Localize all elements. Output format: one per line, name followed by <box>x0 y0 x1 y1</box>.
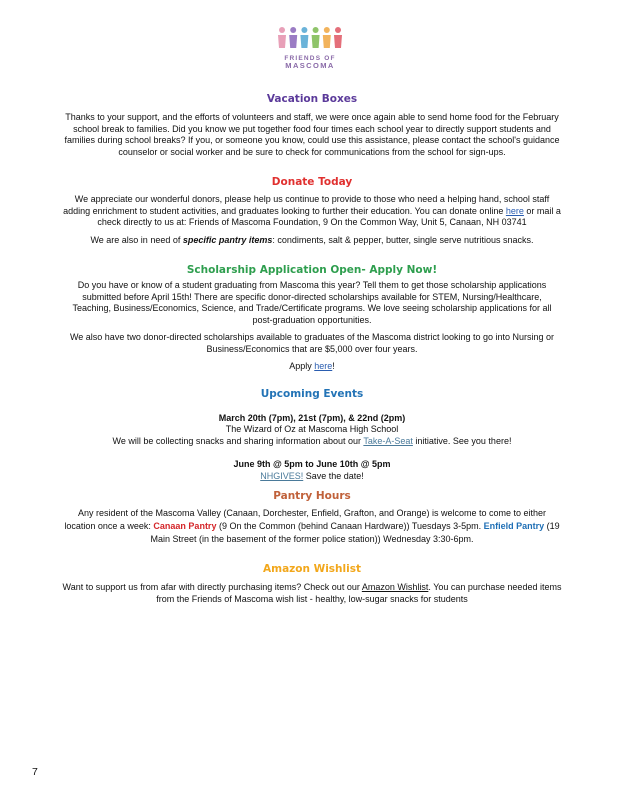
figure-body <box>278 35 286 48</box>
nhgives-link[interactable]: NHGIVES! <box>260 470 304 481</box>
figure-head <box>290 27 296 33</box>
figure-head <box>301 27 307 33</box>
pantry-needs-b: : condiments, salt & pepper, butter, single serve nutritious snacks. <box>272 234 534 245</box>
pantry-a: Any resident of the Mascoma Valley (Canaan, Dorchester, Enfield, Grafton, and Orange) is welcome to come to either location once a week: <box>64 508 547 531</box>
figure-head <box>313 27 319 33</box>
donate-section <box>62 175 562 246</box>
donate-body-b: or mail a check directly to us at: Friends of Mascoma Foundation, 9 On the Common Way, Unit 5, Canaan, NH 03741 <box>97 205 561 227</box>
amazon-body <box>62 582 562 605</box>
people-figures-icon <box>275 26 345 50</box>
canaan-pantry: Canaan Pantry <box>153 521 217 531</box>
pantry-heading: Pantry Hours <box>273 490 351 502</box>
donate-online-link[interactable]: here <box>505 205 524 216</box>
apply-here-link[interactable]: here <box>314 361 333 371</box>
figure-body <box>323 35 331 48</box>
donate-body-a: We appreciate our wonderful donors, please help us continue to provide to those who need a helping hand, school staff adding enrichment to student activities, and graduates looking to further their education. You can donate online <box>63 194 550 216</box>
newsletter-content <box>62 92 562 605</box>
amazon-section <box>62 562 562 605</box>
amazon-a: Want to support us from afar with directly purchasing items? Check out our <box>62 582 362 592</box>
event1-b: initiative. See you there! <box>412 435 512 446</box>
apply-b: ! <box>332 361 335 371</box>
pantry-section <box>62 489 562 546</box>
pantry-b: (9 On the Common (behind Canaan Hardware)) Tuesdays 3-5pm. <box>216 521 484 531</box>
amazon-wishlist-link[interactable]: Amazon Wishlist <box>361 582 429 592</box>
pantry-needs <box>62 235 562 247</box>
scholarship-section <box>62 263 562 373</box>
apply-a: Apply <box>289 361 315 371</box>
logo-line2: MASCOMA <box>285 61 335 70</box>
scholarship-body2: We also have two donor-directed scholarships available to graduates of the Mascoma district looking to go into Nursing or Business/Economics that are $5,000 over four years. <box>69 332 555 354</box>
figure-body <box>312 35 320 48</box>
take-a-seat-link[interactable]: Take-A-Seat <box>363 435 413 446</box>
donate-body <box>62 194 562 229</box>
scholarship-heading: Scholarship Application Open- Apply Now! <box>186 264 438 276</box>
event1-a: We will be collecting snacks and sharing information about our <box>112 435 364 446</box>
page-number: 7 <box>32 766 38 778</box>
event1-date: March 20th (7pm), 21st (7pm), & 22nd (2pm) <box>218 412 406 423</box>
pantry-needs-a: We are also in need of <box>90 234 183 245</box>
event2-date: June 9th @ 5pm to June 10th @ 5pm <box>233 459 391 469</box>
scholarship-apply <box>62 361 562 373</box>
amazon-b: . You can purchase needed items from the Friends of Mascoma wish list - healthy, low-sugar snacks for students <box>156 582 562 604</box>
donate-heading: Donate Today <box>271 176 353 188</box>
figure-head <box>279 27 285 33</box>
events-heading: Upcoming Events <box>260 387 364 400</box>
pantry-c: (19 Main Street (in the basement of the former police station)) Wednesday 3:30-6pm. <box>150 521 560 544</box>
events-section <box>62 387 562 483</box>
pantry-needs-em: specific pantry items <box>182 234 273 245</box>
friends-of-mascoma-logo <box>268 26 352 70</box>
event2-body <box>62 471 562 483</box>
figure-body <box>334 35 342 48</box>
figure-body <box>289 35 297 48</box>
scholarship-body1: Do you have or know of a student graduating from Mascoma this year? Tell them to get those scholarship applications submitted before April 15th! There are specific donor-directed scholarships available for STEM, Nursing/Healthcare, Teaching, Business/Economics, Science, and Trade/Certificate programs. We love seeing scholarship applications for all post-graduation opportunities. <box>72 280 552 325</box>
figure-head <box>335 27 341 33</box>
event1-title: The Wizard of Oz at Mascoma High School <box>225 424 399 434</box>
event2-b: Save the date! <box>303 470 364 481</box>
amazon-heading: Amazon Wishlist <box>263 563 361 575</box>
vacation-body: Thanks to your support, and the efforts of volunteers and staff, we were once again able to send home food for the February school break to families. Did you know we put together food four times each school year to directly support students and families during school breaks? If you, or someone you know, could use this assistance, please contact the school's guidance counselor or social worker and be sure to check for communications from the school for sign-ups. <box>64 112 560 157</box>
vacation-section <box>62 92 562 158</box>
event1-body <box>62 436 562 448</box>
figure-head <box>324 27 330 33</box>
logo-line1: FRIENDS OF <box>284 55 336 62</box>
pantry-body <box>62 507 562 546</box>
figure-body <box>300 35 308 48</box>
vacation-heading: Vacation Boxes <box>266 93 358 105</box>
enfield-pantry: Enfield Pantry <box>483 521 545 531</box>
